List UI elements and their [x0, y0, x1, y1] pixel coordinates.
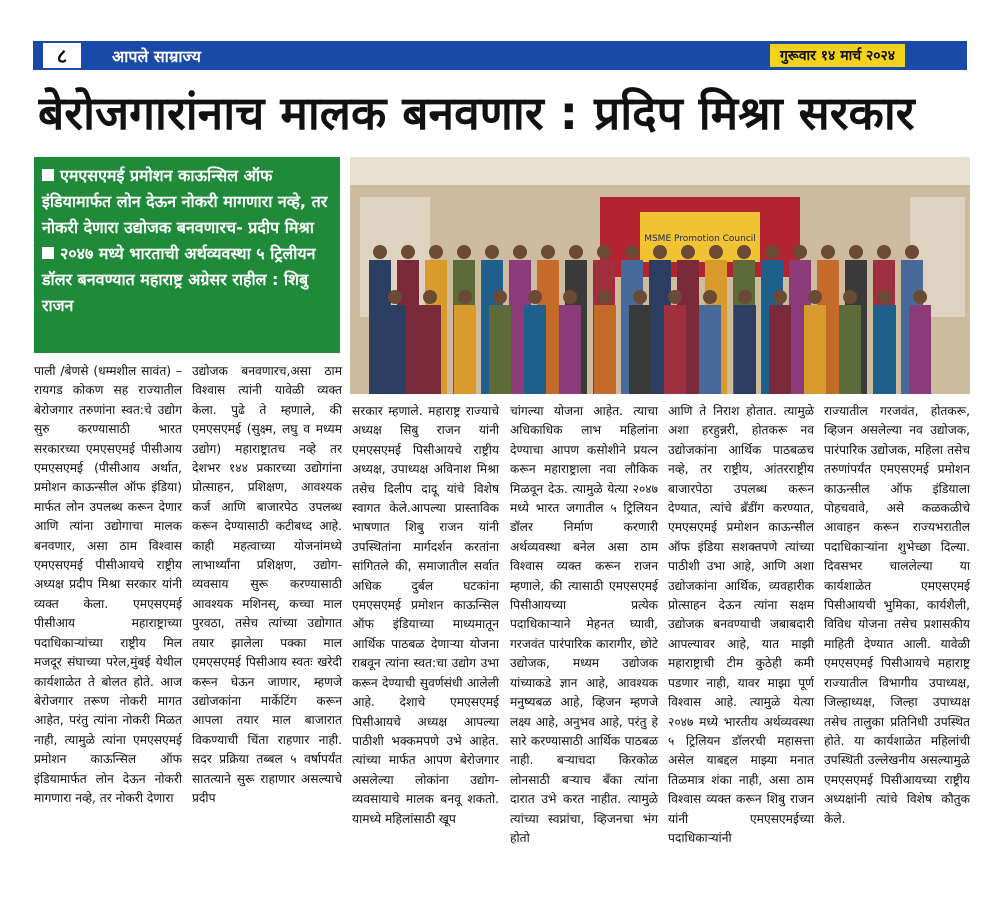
article-column-5 [668, 402, 814, 848]
article-column-1 [34, 362, 182, 808]
person-head [373, 245, 387, 259]
square-bullet-icon [42, 247, 54, 259]
highlight-item [42, 241, 332, 319]
person-head [429, 245, 443, 259]
person-head [625, 245, 639, 259]
event-photo [350, 157, 970, 394]
highlight-text: एमएसएमई प्रमोशन काऊन्सिल ऑफ इंडियामार्फत लोन देऊन नोकरी मागणारा नव्हे, तर नोकरी देणारा उद्योजक बनवणारच- प्रदीप मिश्रा [42, 166, 328, 237]
column-text: राज्यातील गरजवंत, होतकरू, व्हिजन असलेल्या नव उद्योजक, पारंपारिक उद्योजक, महिला तसेच तरुणांपर्यंत एमएसएमई प्रमोशन काऊन्सील ऑफ इंडियाला पोहचवावे, असे कळकळीचे आवाहन करून राज्यभरातील पदाधिकाऱ्यांना शुभेच्छा दिल्या. दिवसभर चाललेल्या या कार्यशाळेत एमएसएमई पिसीआयची भुमिका, कार्यशैली, विविध योजना तसेच प्रशासकीय माहिती देण्यात आली. यावेळी एमएसएमई पिसीआयचे महाराष्ट्र राज्यातील विभागीय उपाध्यक्ष, जिल्हाध्यक्ष, जिल्हा उपाध्यक्ष तसेच तालुका प्रतिनिधी उपस्थित होते. या कार्यशाळेत महिलांची उपस्थिती उल्लेखनीय असल्यामुळे एमएसएमई पिसीआयच्या राष्ट्रीय अध्यक्षांनी त्यांचे विशेष कौतुक केले. [824, 404, 970, 826]
person-body [734, 305, 756, 394]
person-body [909, 305, 931, 394]
person-head [738, 290, 752, 304]
person-head [513, 245, 527, 259]
person-head [668, 290, 682, 304]
column-text: पाली /बेणसे (धम्मशील सावंत) – रायगड कोकण सह राज्यातील बेरोजगार तरुणांना स्वत:चे उद्योग सुरु करण्यासाठी भारत सरकारच्या एमएसएमई पीसीआय एमएसएमई (पीसीआय अर्थात, प्रमोशन काऊन्सील ऑफ इंडिया) मार्फत लोन उपलब्ध करून देणार आणि त्यांना उद्योगाचा मालक बनवणार, असा ठाम विश्वास एमएसएमई पीसीआयचे राष्ट्रीय अध्यक्ष प्रदीप मिश्रा सरकार यांनी व्यक्त केला. एमएसएमई पीसीआय महाराष्ट्राच्या पदाधिकाऱ्यांच्या राष्ट्रीय मिल मजदूर संघाच्या परेल,मुंबई येथील कार्यशाळेत ते बोलत होते. आज बेरोजगार तरूण नोकरी मागत आहेत, परंतु त्यांना नोकरी मिळत नाही, त्यामुळे त्यांना एमएसएमई प्रमोशन काऊन्सिल ऑफ इंडियामार्फत लोन देऊन नोकरी मागणारा नव्हे, तर नोकरी देणारा [34, 364, 182, 805]
column-text: चांगल्या योजना आहेत. त्याचा अधिकाधिक लाभ महिलांना देण्याचा आपण कसोशीने प्रयत्न करून महाराष्ट्राला नवा लौकिक मिळवून देऊ. त्यामुळे येत्या २०४७ मध्ये भारत जगातील ५ ट्रिलियन डॉलर निर्माण करणारी अर्थव्यवस्था बनेल असा ठाम विश्वास व्यक्त करून राजन म्हणाले, की त्यासाठी एमएसएमई पिसीआयच्या प्रत्येक पदाधिकाऱ्याने मेहनत घ्यावी, गरजवंत पारंपारिक कारागीर, छोटे उद्योजक, मध्यम उद्योजक यांच्याकडे ज्ञान आहे, आवश्यक मनुष्यबळ आहे, व्हिजन म्हणजे लक्ष्य आहे, अनुभव आहे, परंतु हे सारे करण्यासाठी आर्थिक पाठबळ नाही. बऱ्याचदा किरकोळ लोनसाठी बऱ्याच बँका त्यांना दारात उभे करत नाहीत. त्यामुळे त्यांच्या स्वप्नांचा, व्हिजनचा भंग होतो [510, 404, 658, 845]
person-head [709, 245, 723, 259]
square-bullet-icon [42, 169, 54, 181]
person-head [633, 290, 647, 304]
person-head [563, 290, 577, 304]
person-head [849, 245, 863, 259]
person-head [843, 290, 857, 304]
person-body [769, 305, 791, 394]
person-body [384, 305, 406, 394]
person-body [629, 305, 651, 394]
person-head [653, 245, 667, 259]
person-head [401, 245, 415, 259]
page-number: ८ [41, 41, 83, 70]
person-head [681, 245, 695, 259]
person-body [524, 305, 546, 394]
person-body [804, 305, 826, 394]
person-head [808, 290, 822, 304]
person-head [493, 290, 507, 304]
person-body [664, 305, 686, 394]
person-body [454, 305, 476, 394]
highlight-box [34, 157, 340, 353]
highlight-item [42, 163, 332, 241]
person-head [793, 245, 807, 259]
person-body [699, 305, 721, 394]
person-head [877, 245, 891, 259]
person-head [737, 245, 751, 259]
article-column-4 [510, 402, 658, 848]
article-column-3 [352, 402, 499, 829]
headline: बेरोजगारांनाच मालक बनवणार : प्रदिप मिश्रा सरकार [38, 86, 915, 140]
person-body [559, 305, 581, 394]
person-head [913, 290, 927, 304]
article-column-6 [824, 402, 970, 829]
person-head [597, 245, 611, 259]
person-head [388, 290, 402, 304]
person-head [541, 245, 555, 259]
person-body [594, 305, 616, 394]
column-text: सरकार म्हणाले. महाराष्ट्र राज्याचे अध्यक्ष सिबु राजन यांनी एमएसएमई पिसीआयचे राष्ट्रीय अध्यक्ष, उपाध्यक्ष अविनाश मिश्रा तसेच दिलीप दादू यांचे विशेष स्वागत केले.आपल्या प्रास्ताविक भाषणात शिबु राजन यांनी उपस्थितांना मार्गदर्शन करतांना सांगितले की, समाजातील सर्वात अधिक दुर्बल घटकांना एमएसएमई प्रमोशन काऊन्सिल ऑफ इंडियाच्या माध्यमातून आर्थिक पाठबळ देणाऱ्या योजना राबवून त्यांना स्वत:चा उद्योग उभा करून देण्याची सुवर्णसंधी आलेली आहे. देशाचे एमएसएमई पिसीआयचे अध्यक्ष आपल्या पाठीशी भक्कमपणे उभे आहेत. त्यांच्या मार्फत आपण बेरोजगार असलेल्या लोकांना उद्योग-व्यवसायाचे मालक बनवू शकतो. यामध्ये महिलांसाठी खूप [352, 404, 499, 826]
person-head [528, 290, 542, 304]
person-head [598, 290, 612, 304]
person-head [457, 245, 471, 259]
person-body [419, 305, 441, 394]
person-head [773, 290, 787, 304]
group-photo-icon [350, 157, 970, 394]
person-head [821, 245, 835, 259]
person-body [874, 305, 896, 394]
person-head [458, 290, 472, 304]
person-head [569, 245, 583, 259]
person-body [839, 305, 861, 394]
person-head [765, 245, 779, 259]
person-head [423, 290, 437, 304]
column-text: उद्योजक बनवणारच,असा ठाम विश्वास त्यांनी यावेळी व्यक्त केला. पुढे ते म्हणाले, की एमएसएमई (सुक्ष्म, लघु व मध्यम उद्योग) महाराष्ट्रातच नव्हे तर देशभर १४४ प्रकारच्या उद्योगांना प्रोत्साहन, प्रशिक्षण, आवश्यक कर्ज आणि बाजारपेठ उपलब्ध करून देण्यासाठी कटीबध्द आहे. काही महत्वाच्या योजनांमध्ये लाभार्थ्यांना प्रशिक्षण, उद्योग-व्यवसाय सुरू करण्यासाठी आवश्यक मशिनस्, कच्चा माल पुरवठा, तसेच त्यांच्या उद्योगात तयार झालेला पक्का माल एमएसएमई पिसीआय स्वतः खरेदी करून घेऊन जाणार, म्हणजे उद्योजकांना मार्केटिंग करून आपला तयार माल बाजारात विकण्याची चिंता राहणार नाही. सदर प्रक्रिया तब्बल ५ वर्षापर्यंत सातत्याने सुरू राहाणार असल्याचे प्रदीप [192, 364, 342, 805]
svg-text:MSME Promotion Council: MSME Promotion Council [644, 234, 756, 244]
article-column-2 [192, 362, 342, 808]
person-body [489, 305, 511, 394]
paper-name: आपले साम्राज्य [112, 47, 201, 66]
column-text: आणि ते निराश होतात. त्यामुळे अशा हरहुन्नरी, होतकरू नव उद्योजकांना आर्थिक पाठबळच नव्हे, तर राष्ट्रीय, आंतरराष्ट्रीय बाजारपेठा उपलब्ध करून देण्यात, त्यांचे ब्रँडींग करण्यात, एमएसएमई प्रमोशन काऊन्सील ऑफ इंडिया सशक्तपणे त्यांच्या पाठीशी उभा आहे, आणि अशा उद्योजकांना आर्थिक, व्यवहारीक प्रोत्साहन देऊन त्यांना सक्षम उद्योजक बनवण्याची जबाबदारी आपल्यावर आहे, यात माझी महाराष्ट्राची टीम कुठेही कमी पडणार नाही, यावर माझा पूर्ण विश्वास आहे. त्यामुळे येत्या २०४७ मध्ये भारतीय अर्थव्यवस्था ५ ट्रिलियन डॉलरची महासत्ता असेल याबद्दल माझ्या मनात तिळमात्र शंका नाही, असा ठाम विश्वास व्यक्त करून शिबु राजन यांनी एमएसएमईच्या पदाधिकाऱ्यांनी [668, 404, 814, 845]
person-head [905, 245, 919, 259]
highlight-text: २०४७ मध्ये भारताची अर्थव्यवस्था ५ ट्रिलीयन डॉलर बनवण्यात महाराष्ट्र अग्रेसर राहील : शिबु राजन [42, 244, 316, 315]
person-head [878, 290, 892, 304]
issue-date: गुरूवार १४ मार्च २०२४ [770, 44, 905, 67]
person-head [485, 245, 499, 259]
person-head [703, 290, 717, 304]
